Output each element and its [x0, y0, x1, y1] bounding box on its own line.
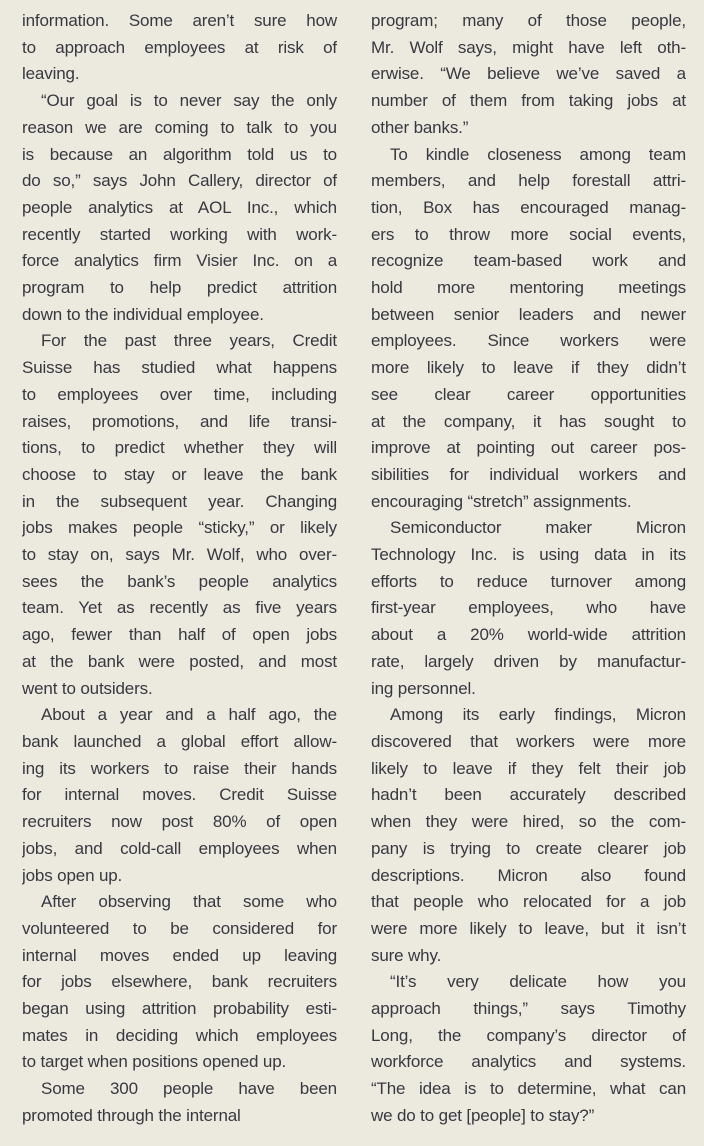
text-line: down to the individual employee.: [22, 304, 264, 324]
text-line: “Our goal is to never say the only: [41, 91, 337, 111]
text-line: “The idea is to determine, what can: [371, 1079, 686, 1099]
paragraph: [22, 1076, 337, 1129]
text-line: leaving.: [22, 64, 80, 84]
paragraph: [22, 702, 337, 889]
article-column-left: [22, 8, 337, 1146]
text-line: people analytics at AOL Inc., which: [22, 197, 337, 217]
text-line: we do to get [people] to stay?”: [371, 1105, 595, 1125]
text-line: improve at pointing out career pos-: [371, 438, 686, 458]
text-line: “It’s very delicate how you: [390, 972, 686, 992]
text-line: efforts to reduce turnover among: [371, 571, 686, 591]
text-line: recruiters now post 80% of open: [22, 812, 337, 832]
text-line: to employees over time, including: [22, 384, 337, 404]
article-column-right: [371, 8, 686, 1146]
text-line: in the subsequent year. Changing: [22, 491, 337, 511]
text-line: likely to leave if they felt their job: [371, 758, 686, 778]
text-line: to approach employees at risk of: [22, 37, 337, 57]
text-line: Semiconductor maker Micron: [390, 518, 686, 538]
text-line: Mr. Wolf says, might have left oth-: [371, 37, 686, 57]
text-line: jobs open up.: [22, 865, 123, 885]
text-line: mates in deciding which employees: [22, 1025, 337, 1045]
text-line: hold more mentoring meetings: [371, 278, 686, 298]
text-line: rate, largely driven by manufactur-: [371, 651, 686, 671]
text-line: to target when positions opened up.: [22, 1052, 287, 1072]
text-line: information. Some aren’t sure how: [22, 11, 337, 30]
text-line: began using attrition probability esti-: [22, 999, 337, 1019]
text-line: other banks.”: [371, 117, 469, 137]
text-line: promoted through the internal: [22, 1105, 241, 1125]
paragraph: [22, 88, 337, 328]
text-line: at the company, it has sought to: [371, 411, 686, 431]
paragraph: [371, 8, 686, 142]
paragraph: [371, 702, 686, 969]
text-line: at the bank were posted, and most: [22, 651, 337, 671]
text-line: for internal moves. Credit Suisse: [22, 785, 337, 805]
paragraph: [371, 142, 686, 516]
text-line: After observing that some who: [41, 892, 337, 912]
text-line: erwise. “We believe we’ve saved a: [371, 64, 686, 84]
text-line: see clear career opportunities: [371, 384, 686, 404]
text-line: approach things,” says Timothy: [371, 999, 686, 1019]
text-line: when they were hired, so the com-: [371, 812, 686, 832]
text-line: about a 20% world-wide attrition: [371, 625, 686, 645]
text-line: For the past three years, Credit: [41, 331, 337, 351]
text-line: Some 300 people have been: [41, 1079, 337, 1099]
text-line: sure why.: [371, 945, 442, 965]
text-line: recognize team-based work and: [371, 251, 686, 271]
text-line: ers to throw more social events,: [371, 224, 686, 244]
text-line: do so,” says John Callery, director of: [22, 171, 337, 191]
text-line: is because an algorithm told us to: [22, 144, 337, 164]
text-line: choose to stay or leave the bank: [22, 464, 337, 484]
text-line: sees the bank’s people analytics: [22, 571, 337, 591]
text-line: jobs, and cold-call employees when: [22, 838, 337, 858]
text-line: Technology Inc. is using data in its: [371, 545, 686, 565]
text-line: team. Yet as recently as five years: [22, 598, 337, 618]
text-line: sibilities for individual workers and: [371, 464, 686, 484]
text-line: internal moves ended up leaving: [22, 945, 337, 965]
text-line: About a year and a half ago, the: [41, 705, 337, 725]
text-line: Suisse has studied what happens: [22, 358, 337, 378]
text-line: jobs makes people “sticky,” or likely: [22, 518, 337, 538]
text-line: for jobs elsewhere, bank recruiters: [22, 972, 337, 992]
text-line: program to help predict attrition: [22, 278, 337, 298]
text-line: force analytics firm Visier Inc. on a: [22, 251, 337, 271]
text-line: first-year employees, who have: [371, 598, 686, 618]
text-line: more likely to leave if they didn’t: [371, 358, 686, 378]
text-line: raises, promotions, and life transi-: [22, 411, 337, 431]
text-line: went to outsiders.: [22, 678, 153, 698]
text-line: ing personnel.: [371, 678, 476, 698]
text-line: hadn’t been accurately described: [371, 785, 686, 805]
paragraph: [22, 328, 337, 702]
text-line: pany is trying to create clearer job: [371, 838, 686, 858]
text-line: discovered that workers were more: [371, 731, 686, 751]
text-line: tions, to predict whether they will: [22, 438, 337, 458]
paragraph: [371, 515, 686, 702]
text-line: members, and help forestall attri-: [371, 171, 686, 191]
text-line: Long, the company’s director of: [371, 1025, 686, 1045]
text-line: Among its early findings, Micron: [390, 705, 686, 725]
text-line: were more likely to leave, but it isn’t: [371, 918, 686, 938]
paragraph: [22, 889, 337, 1076]
text-line: between senior leaders and newer: [371, 304, 686, 324]
text-line: to stay on, says Mr. Wolf, who over-: [22, 545, 337, 565]
text-line: ing its workers to raise their hands: [22, 758, 337, 778]
text-line: bank launched a global effort allow-: [22, 731, 337, 751]
text-line: program; many of those people,: [371, 11, 686, 30]
text-line: encouraging “stretch” assignments.: [371, 491, 632, 511]
text-line: number of them from taking jobs at: [371, 91, 686, 111]
text-line: employees. Since workers were: [371, 331, 686, 351]
text-line: tion, Box has encouraged manag-: [371, 197, 686, 217]
paragraph: [22, 8, 337, 88]
text-line: ago, fewer than half of open jobs: [22, 625, 337, 645]
text-line: recently started working with work-: [22, 224, 337, 244]
text-line: volunteered to be considered for: [22, 918, 337, 938]
paragraph: [371, 969, 686, 1129]
text-line: workforce analytics and systems.: [371, 1052, 686, 1072]
text-line: that people who relocated for a job: [371, 892, 686, 912]
text-line: To kindle closeness among team: [390, 144, 686, 164]
text-line: descriptions. Micron also found: [371, 865, 686, 885]
text-line: reason we are coming to talk to you: [22, 117, 337, 137]
